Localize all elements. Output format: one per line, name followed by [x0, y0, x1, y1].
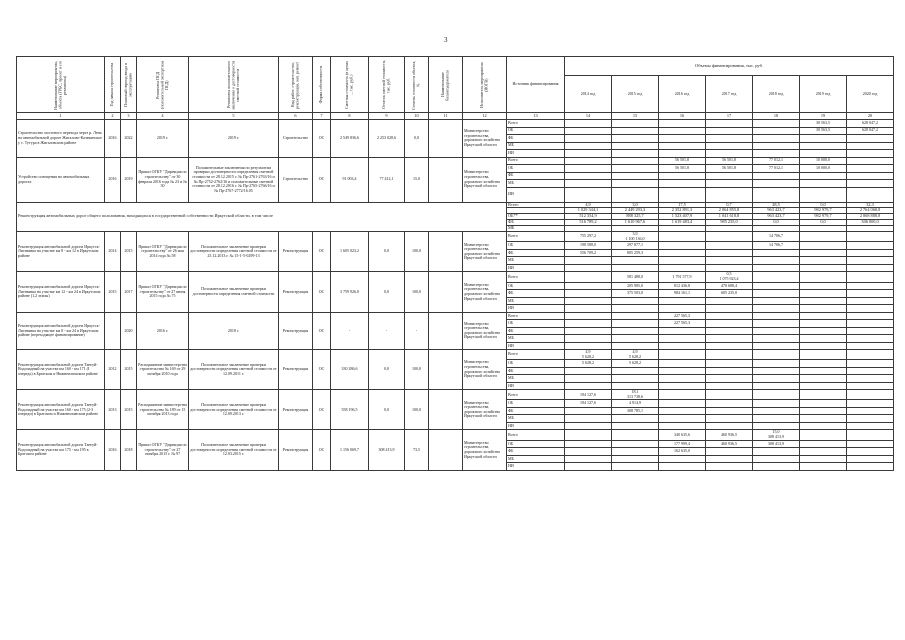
row7-cost: 558 196,5	[331, 390, 369, 430]
row7-executor: Министерство строительства, дорожного хозяйства Иркутской области	[463, 390, 507, 430]
financing-table	[16, 56, 894, 471]
row6-cost: 330 286,6	[331, 350, 369, 390]
row7-holder	[429, 390, 463, 430]
row3-total-2015-value: 1 100 136,0	[625, 235, 645, 241]
row3-ob-2018: 14 706,7	[753, 242, 800, 250]
section-pct-2015: 3,0	[612, 202, 659, 208]
row8-total-2017: 460 936,5	[706, 430, 753, 440]
row3-ready: 100,0	[405, 232, 429, 272]
section-ob-2014: 512 354,9	[565, 214, 612, 220]
row8-end: 2018	[121, 430, 137, 470]
row2-ob-2016: 56 501,8	[659, 165, 706, 173]
financing-table-sheet	[16, 56, 894, 630]
row6-start: 2012	[105, 350, 121, 390]
row3-total-2018: 14 706,7	[753, 232, 800, 242]
row1-expertise: 2019 г.	[189, 120, 279, 158]
row3-pct-2015: 3,9	[632, 231, 638, 237]
row7-pct-2015: 18,1	[631, 389, 639, 395]
src-label: ОБ	[507, 282, 565, 290]
row4-ob-2017: 470 688,4	[706, 282, 753, 290]
row4-ready: 100,0	[405, 272, 429, 312]
row8-fb-2016: 162 635,0	[659, 448, 706, 456]
row6-ready: 100,0	[405, 350, 429, 390]
col-header-ready: Степень готовности объекта, %	[410, 59, 421, 110]
row6-work: Реконструкция	[279, 350, 313, 390]
row4-executor: Министерство строительства, дорожного хозяйства Иркутской области	[463, 272, 507, 312]
row8-name: Реконструкция автомобильной дороги Тангуй-Водопадный на участке км 175 - км 195 в Братском районе	[17, 430, 105, 470]
section-pct-2020: 32,3	[847, 202, 894, 208]
row5-name: Реконструкция автомобильной дороги Иркутск-Листвянка на участке км 0 - км 24 в Иркутском районе (переходящее финансирование)	[17, 312, 105, 350]
src-label: ФБ	[507, 367, 565, 375]
row2-psd: Приказ ОГКУ "Дирекция по строительству" от 30 февраля 2016 года № 23 и № 30	[137, 157, 189, 202]
src-label: ОБ	[507, 127, 565, 135]
src-label: ФБ	[507, 407, 565, 415]
row1-work: Строительство	[279, 120, 313, 158]
row4-work: Реконструкция	[279, 272, 313, 312]
src-label: ОБ	[507, 440, 565, 448]
row5-start	[105, 312, 121, 350]
section-pct-2018: 28,5	[753, 202, 800, 208]
row6-psd: Распоряжение министерства строительства № 169 от 29 октября 2010 года	[137, 350, 189, 390]
col-num: 1	[17, 113, 105, 120]
row1-ob-2019: 30 563,5	[800, 127, 847, 135]
year-2017: 2017 год	[706, 76, 753, 113]
row2-own: ОС	[313, 157, 331, 202]
page-number: 3	[444, 36, 448, 44]
row5-work: Реконструкция	[279, 312, 313, 350]
row2-expertise: Положительные заключения по результатам проверки достоверности определения сметной стоимости от 28.12.2015 г. № Пр-2761-2763/16 и № Пр-2752-2762/16 и положительные сметной стоимости от 28.12.2016 г. № Пр-2765-2766/16 и № Пр-2767-2772/16.05	[189, 157, 279, 202]
src-label: ФБ	[507, 249, 565, 257]
row6-executor: Министерство строительства, дорожного хозяйства Иркутской области	[463, 350, 507, 390]
col-num: 10	[405, 113, 429, 120]
col-header-expertise: Реквизиты положительного заключения о достоверности сметной стоимости	[225, 59, 240, 110]
row6-expertise: Положительное заключение проверки достоверности определения сметной стоимости от 12.09.2011 г.	[189, 350, 279, 390]
src-label: ИИ	[507, 463, 565, 471]
row8-ob-2018: 308 413,9	[753, 440, 800, 448]
row2-work: Строительство	[279, 157, 313, 202]
row1-total-2020: 628 047,2	[847, 120, 894, 128]
row3-fb-2015: 805 259,3	[612, 249, 659, 257]
row3-total-2014: 755 297,2	[565, 232, 612, 242]
col-header-start: Год начала строительства	[109, 62, 115, 107]
row2-start: 2016	[105, 157, 121, 202]
row4-total-2017-value: 1 075 923,4	[719, 275, 739, 281]
section-fb-2015: 1 610 967,6	[612, 220, 659, 226]
row7-ready: 100,0	[405, 390, 429, 430]
src-label: МБ	[507, 142, 565, 150]
row1-rest: 2 253 028,6	[369, 120, 405, 158]
row3-name: Реконструкция автомобильной дороги Иркутск-Листвянка на участке км 8 - км 12 в Иркутском районе	[17, 232, 105, 272]
col-num: 14	[565, 113, 612, 120]
col-num: 17	[706, 113, 753, 120]
row4-fb-2016: 984 161,1	[659, 290, 706, 298]
row8-ready: 73,5	[405, 430, 429, 470]
row8-work: Реконструкция	[279, 430, 313, 470]
src-label: ИИ	[507, 342, 565, 350]
src-label: ФБ	[507, 172, 565, 180]
col-num: 20	[847, 113, 894, 120]
row6-end: 2015	[121, 350, 137, 390]
row2-executor: Министерство строительства, дорожного хозяйства Иркутской области	[463, 157, 507, 202]
row8-cost: 1 156 069,7	[331, 430, 369, 470]
col-header-executor: Исполнитель мероприятия (ИОГВ)	[478, 61, 489, 108]
src-label: МБ	[507, 180, 565, 188]
section-total-2017: 2 064 855,8	[706, 208, 753, 214]
row5-end: 2020	[121, 312, 137, 350]
row4-holder	[429, 272, 463, 312]
col-header-ownership: Форма собственности	[318, 65, 324, 104]
row2-ob-2018: 77 012,1	[753, 165, 800, 173]
row1-executor: Министерство строительства, дорожного хозяйства Иркутской области	[463, 120, 507, 158]
row3-rest: 0,0	[369, 232, 405, 272]
row7-fb-2015: 308 785,1	[612, 407, 659, 415]
col-header-work: Вид работ: строительство, реконструкция, кап. ремонт	[289, 60, 300, 109]
row4-name: Реконструкция автомобильной дороги Иркутск-Листвянка на участке км 12 - км 24 в Иркутском районе (1,2 этапы)	[17, 272, 105, 312]
row2-name: Устройство освещения на автомобильных дорогах	[17, 157, 105, 202]
year-2014: 2014 год	[565, 76, 612, 113]
column-number-row	[17, 113, 894, 120]
row4-rest: 0,0	[369, 272, 405, 312]
row6-total-2014-value: 5 628,2	[582, 353, 594, 359]
row1-ob-2020: 628 047,2	[847, 127, 894, 135]
row3-fb-2014: 556 709,2	[565, 249, 612, 257]
row5-own: ОС	[313, 312, 331, 350]
section-ob-2017: 1 041 618,8	[706, 214, 753, 220]
section-pct-2016: 17,5	[659, 202, 706, 208]
section-ob-2016: 1 523 407,9	[659, 214, 706, 220]
row7-start: 2013	[105, 390, 121, 430]
src-label: ФБ	[507, 220, 565, 226]
row2-ob-2019: 10 000,0	[800, 165, 847, 173]
row2-ob-2017: 56 501,8	[706, 165, 753, 173]
row5-rest: -	[369, 312, 405, 350]
section-ob-2019: 982 979,7	[800, 214, 847, 220]
src-label: Всего	[507, 202, 565, 208]
row2-total-2017: 56 501,8	[706, 157, 753, 165]
col-num: 3	[121, 113, 137, 120]
row8-executor: Министерство строительства, дорожного хозяйства Иркутской области	[463, 430, 507, 470]
section-ob-2018: 963 423,7	[753, 214, 800, 220]
year-2019: 2019 год	[800, 76, 847, 113]
row8-start: 2016	[105, 430, 121, 470]
year-2015: 2015 год	[612, 76, 659, 113]
src-label: МБ	[507, 226, 565, 232]
src-label: ИИ	[507, 150, 565, 158]
row4-own: ОС	[313, 272, 331, 312]
section-pct-2019: 0,0	[800, 202, 847, 208]
row8-own: ОС	[313, 430, 331, 470]
row6-total-2015	[612, 350, 659, 360]
row1-start: 2016	[105, 120, 121, 158]
section-ob-2020: 2 068 888,8	[847, 214, 894, 220]
src-label: ИИ	[507, 187, 565, 202]
row1-name: Строительство мостового перехода через р. Лена на автомобильной дороге Жигалово-Казачинское у с. Тутура в Жигаловском районе	[17, 120, 105, 158]
row2-rest: 77 412,1	[369, 157, 405, 202]
row3-own: ОС	[313, 232, 331, 272]
row7-total-2015-value: 313 738,6	[627, 393, 643, 399]
row7-end: 2015	[121, 390, 137, 430]
section-fb-2017: 985 235,0	[706, 220, 753, 226]
row8-total-2018-value: 308 413,9	[768, 434, 784, 440]
row7-psd: Распоряжение министерства строительства № 189 от 15 октября 2013 года	[137, 390, 189, 430]
src-label: Всего	[507, 157, 565, 165]
row6-total-2015-value: 5 628,2	[629, 353, 641, 359]
row4-ob-2015: 205 985,0	[612, 282, 659, 290]
row4-fb-2015: 375 503,0	[612, 290, 659, 298]
col-num: 9	[369, 113, 405, 120]
col-header-psd: Реквизиты ПСД (положительной экспертизы ПСД)	[154, 60, 169, 109]
src-label: ОБ	[507, 400, 565, 408]
section-total-2018: 963 423,7	[753, 208, 800, 214]
row3-ob-2014: 198 588,0	[565, 242, 612, 250]
src-label: МБ	[507, 455, 565, 463]
src-label: Всего	[507, 272, 565, 282]
section-fb-2014: 516 789,2	[565, 220, 612, 226]
src-label: Всего	[507, 232, 565, 242]
section-fb-2016: 1 619 483,4	[659, 220, 706, 226]
src-label: ОБ	[507, 360, 565, 368]
col-num: 4	[137, 113, 189, 120]
row5-ob-2016: 227 565,3	[659, 320, 706, 328]
row7-total-2014: 194 127,6	[565, 390, 612, 400]
row4-psd: Приказ ОГКУ "Дирекция по строительству" от 27 июня 2015 года № 75	[137, 272, 189, 312]
row6-ob-2014: 5 628,2	[565, 360, 612, 368]
src-label: МБ	[507, 297, 565, 305]
row1-ready: 0,0	[405, 120, 429, 158]
row6-pct-2015: 4,9	[632, 349, 638, 355]
src-label: ОБ	[507, 320, 565, 328]
row3-cost: 1 605 023,2	[331, 232, 369, 272]
section-fb-2019: 0,0	[800, 220, 847, 226]
section-total-2016: 2 352 891,3	[659, 208, 706, 214]
col-num: 19	[800, 113, 847, 120]
src-label: Всего	[507, 120, 565, 128]
funding-title: Объемы финансирования, тыс. руб.	[565, 57, 894, 76]
row3-psd: Приказ ОГКУ "Дирекция по строительству" от 26 мая 2014 года № 58	[137, 232, 189, 272]
row8-ob-2017: 460 936,5	[706, 440, 753, 448]
row1-total-2019: 30 563,5	[800, 120, 847, 128]
src-label: МБ	[507, 375, 565, 383]
col-num: 7	[313, 113, 331, 120]
src-label: ОБ	[507, 165, 565, 173]
row7-ob-2014: 194 127,6	[565, 400, 612, 408]
src-label: МБ	[507, 257, 565, 265]
row2-end: 2019	[121, 157, 137, 202]
row5-psd: 2016 г.	[137, 312, 189, 350]
row3-work: Реконструкция	[279, 232, 313, 272]
src-label: ОБ	[507, 242, 565, 250]
row7-ob-2015: 4 914,9	[612, 400, 659, 408]
row4-end: 2017	[121, 272, 137, 312]
row5-total-2016: 227 565,3	[659, 312, 706, 320]
year-2016: 2016 год	[659, 76, 706, 113]
col-header-end: Плановый период ввода в эксплуатацию	[122, 62, 133, 107]
src-label: Всего	[507, 350, 565, 360]
year-2018: 2018 год	[753, 76, 800, 113]
row3-ob-2015: 297 877,1	[612, 242, 659, 250]
section-total-2020: 2 764 068,8	[847, 208, 894, 214]
row1-cost: 2 549 836,6	[331, 120, 369, 158]
src-label: Всего	[507, 312, 565, 320]
row6-ob-2015: 5 628,2	[612, 360, 659, 368]
col-num: 15	[612, 113, 659, 120]
row2-ready: 15,0	[405, 157, 429, 202]
col-num: 2	[105, 113, 121, 120]
src-label: МБ	[507, 335, 565, 343]
section-total-2015: 2 449 293,3	[612, 208, 659, 214]
row4-start: 2015	[105, 272, 121, 312]
row8-holder	[429, 430, 463, 470]
row4-cost: 3 759 926,0	[331, 272, 369, 312]
row7-rest: 0,0	[369, 390, 405, 430]
section-pct-2014: 4,9	[565, 202, 612, 208]
row7-name: Реконструкция автомобильной дороги Тангуй-Водопадный на участке км 160 - км 175 (2-3 очереди) в Братском и Нижнеилимском районе	[17, 390, 105, 430]
row6-total-2014	[565, 350, 612, 360]
section-fb-2020: 306 000,0	[847, 220, 894, 226]
col-num: 11	[429, 113, 463, 120]
src-label: ИИ	[507, 422, 565, 430]
row2-cost: 91 003,4	[331, 157, 369, 202]
row8-total-2016: 340 635,6	[659, 430, 706, 440]
col-header-holder: Наименование балансодержателя	[439, 68, 450, 101]
section-fb-2018: 0,0	[753, 220, 800, 226]
row2-total-2016: 56 501,8	[659, 157, 706, 165]
section-title: Реконструкция автомобильных дорог общего пользования, находящихся в государственной собственности Иркутской области, в том числе	[17, 202, 507, 232]
col-header-cost: Сметная стоимость (в ценах ... тыс. руб.)	[343, 60, 354, 109]
row6-rest: 0,0	[369, 350, 405, 390]
src-label: ФБ	[507, 290, 565, 298]
col-num: 18	[753, 113, 800, 120]
row8-pct-2018: 15,0	[772, 429, 780, 435]
row6-holder	[429, 350, 463, 390]
row1-holder	[429, 120, 463, 158]
row5-expertise: 2018 г.	[189, 312, 279, 350]
col-num: 8	[331, 113, 369, 120]
row4-total-2017	[706, 272, 753, 282]
src-label: ИИ	[507, 305, 565, 313]
src-label: ИИ	[507, 382, 565, 390]
year-2020: 2020 год	[847, 76, 894, 113]
row4-ob-2016: 812 436,8	[659, 282, 706, 290]
src-label: Всего	[507, 430, 565, 440]
col-header-name: Наименование мероприятия, объекта (ГРБС, проект и его реквизиты)	[52, 59, 67, 110]
src-label: ФБ	[507, 327, 565, 335]
row6-pct-2014: 4,9	[585, 349, 591, 355]
row8-psd: Приказ ОГКУ "Дирекция по строительству" от 27 октября 2015 г. № 97	[137, 430, 189, 470]
row1-own: ОС	[313, 120, 331, 158]
section-ob-2015: 888 325,7	[612, 214, 659, 220]
row7-expertise: Положительное заключение проверки достоверности определения сметной стоимости от 12.09.2013 г.	[189, 390, 279, 430]
row2-total-2018: 77 012,1	[753, 157, 800, 165]
col-num: 6	[279, 113, 313, 120]
row3-executor: Министерство строительства, дорожного хозяйства Иркутской области	[463, 232, 507, 272]
row3-holder	[429, 232, 463, 272]
row7-work: Реконструкция	[279, 390, 313, 430]
row5-ready: -	[405, 312, 429, 350]
row2-holder	[429, 157, 463, 202]
row1-end: 2022	[121, 120, 137, 158]
section-total-2019: 982 979,7	[800, 208, 847, 214]
row3-total-2015	[612, 232, 659, 242]
row1-psd: 2019 г.	[137, 120, 189, 158]
row3-start: 2014	[105, 232, 121, 272]
src-label: ОБ**	[507, 214, 565, 220]
src-label: ФБ	[507, 135, 565, 143]
col-num: 12	[463, 113, 507, 120]
row4-pct-2017: 0,5	[726, 271, 732, 277]
row4-expertise: Положительное заключение проверки достоверности определения сметной стоимости	[189, 272, 279, 312]
row8-expertise: Положительное заключение проверки достоверности определения сметной стоимости от 12.03.2015 г.	[189, 430, 279, 470]
row6-own: ОС	[313, 350, 331, 390]
row3-expertise: Положительное заключение проверки достоверности определения сметной стоимости от 25.12.2013 г. № 15-1-5-0299-13	[189, 232, 279, 272]
row4-total-2015: 581 488,0	[612, 272, 659, 282]
row3-end: 2015	[121, 232, 137, 272]
src-label: МБ	[507, 415, 565, 423]
col-num: 13	[507, 113, 565, 120]
row6-name: Реконструкция автомобильной дороги Тангуй-Водопадный на участке км 160 - км 171 (I очередь) в Братском и Нижнеилимском районе	[17, 350, 105, 390]
row2-total-2019: 10 000,0	[800, 157, 847, 165]
row5-executor: Министерство строительства, дорожного хозяйства Иркутской области	[463, 312, 507, 350]
col-num: 16	[659, 113, 706, 120]
row4-total-2016: 1 791 577,9	[659, 272, 706, 282]
section-pct-2017: 0,7	[706, 202, 753, 208]
src-label: ФБ	[507, 448, 565, 456]
src-label: ИИ	[507, 264, 565, 272]
row5-cost: -	[331, 312, 369, 350]
row8-total-2018	[753, 430, 800, 440]
src-label: Всего	[507, 390, 565, 400]
col-header-rest: Остаток сметной стоимости, тыс. руб.	[380, 60, 391, 109]
col-header-source: Источник финансирования	[507, 57, 565, 113]
col-num: 5	[189, 113, 279, 120]
row8-ob-2016: 177 999,4	[659, 440, 706, 448]
row8-rest: 308 413,9	[369, 430, 405, 470]
section-total-2014: 1 029 344,1	[565, 208, 612, 214]
row7-own: ОС	[313, 390, 331, 430]
row5-holder	[429, 312, 463, 350]
row4-fb-2017: 605 235,0	[706, 290, 753, 298]
row7-total-2015	[612, 390, 659, 400]
